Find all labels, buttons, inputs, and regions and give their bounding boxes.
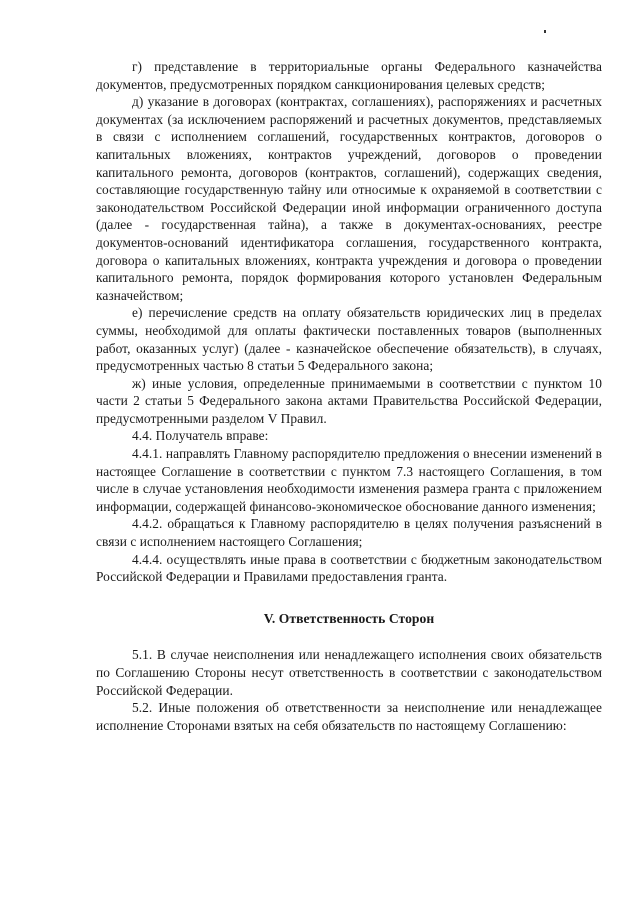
scan-speck xyxy=(544,30,546,33)
paragraph-4-4: 4.4. Получатель вправе: xyxy=(132,428,269,444)
paragraph-e: е) перечисление средств на оплату обязательств юридических лиц в пределах суммы, необходимой для оплаты фактически поставленных товаров (выполненных работ, оказанных услуг) (далее - казначейское обеспечение обязательств), в случаях, предусмотренных частью 8 статьи 5 Федерального закона; xyxy=(96,305,602,374)
paragraph-g: г) представление в территориальные органы Федерального казначейства документов, предусмотренных порядком санкционирования целевых средств; xyxy=(96,59,602,92)
paragraph-5-1: 5.1. В случае неисполнения или ненадлежащего исполнения своих обязательств по Соглашению Стороны несут ответственность в соответствии с законодательством Российской Федерации. xyxy=(96,647,602,698)
paragraph-4-4-1: 4.4.1. направлять Главному распорядителю предложения о внесении изменений в настоящее Соглашение в соответствии с пунктом 7.3 настоящего Соглашения, в том числе в случае установления необходимости изменения размера гранта с приложением информации, содержащей финансово-экономическое обоснование данного изменения; xyxy=(96,446,602,514)
paragraph-4-4-2: 4.4.2. обращаться к Главному распорядителю в целях получения разъяснений в связи с исполнением настоящего Соглашения; xyxy=(96,516,602,550)
paragraph-zh: ж) иные условия, определенные принимаемыми в соответствии с пунктом 10 части 2 статьи 5 Федерального закона актами Правительства Российской Федерации, предусмотренными разделом V Правил. xyxy=(96,375,602,426)
paragraph-4-4-4: 4.4.4. осуществлять иные права в соответствии с бюджетным законодательством Российской Федерации и Правилами предоставления гранта. xyxy=(96,551,602,585)
document-body xyxy=(96,58,602,734)
paragraph-d: д) указание в договорах (контрактах, соглашениях), распоряжениях и расчетных документах (за исключением распоряжений и расчетных документов, представляемых в связи с исполнением соглашений, государственных контрактов, договоров о капитальных вложениях, контрактов учреждений, договоров о проведении капитального ремонта, договоров (контрактов, соглашений), содержащих сведения, составляющие государственную тайну или относимые к охраняемой в соответствии с законодательством Российской Федерации иной информации ограниченного доступа (далее - государственная тайна), а также в документах-основаниях, реестре документов-оснований идентификатора соглашения, государственного контракта, договора о капитальных вложениях, контракта учреждения и договора о проведении капитального ремонта, порядок формирования которого установлен Федеральным казначейством; xyxy=(96,94,602,303)
section-heading: V. Ответственность Сторон xyxy=(263,610,435,626)
paragraph-5-2: 5.2. Иные положения об ответственности за неисполнение или ненадлежащее исполнение Сторонами взятых на себя обязательств по настоящему Соглашению: xyxy=(96,700,602,733)
